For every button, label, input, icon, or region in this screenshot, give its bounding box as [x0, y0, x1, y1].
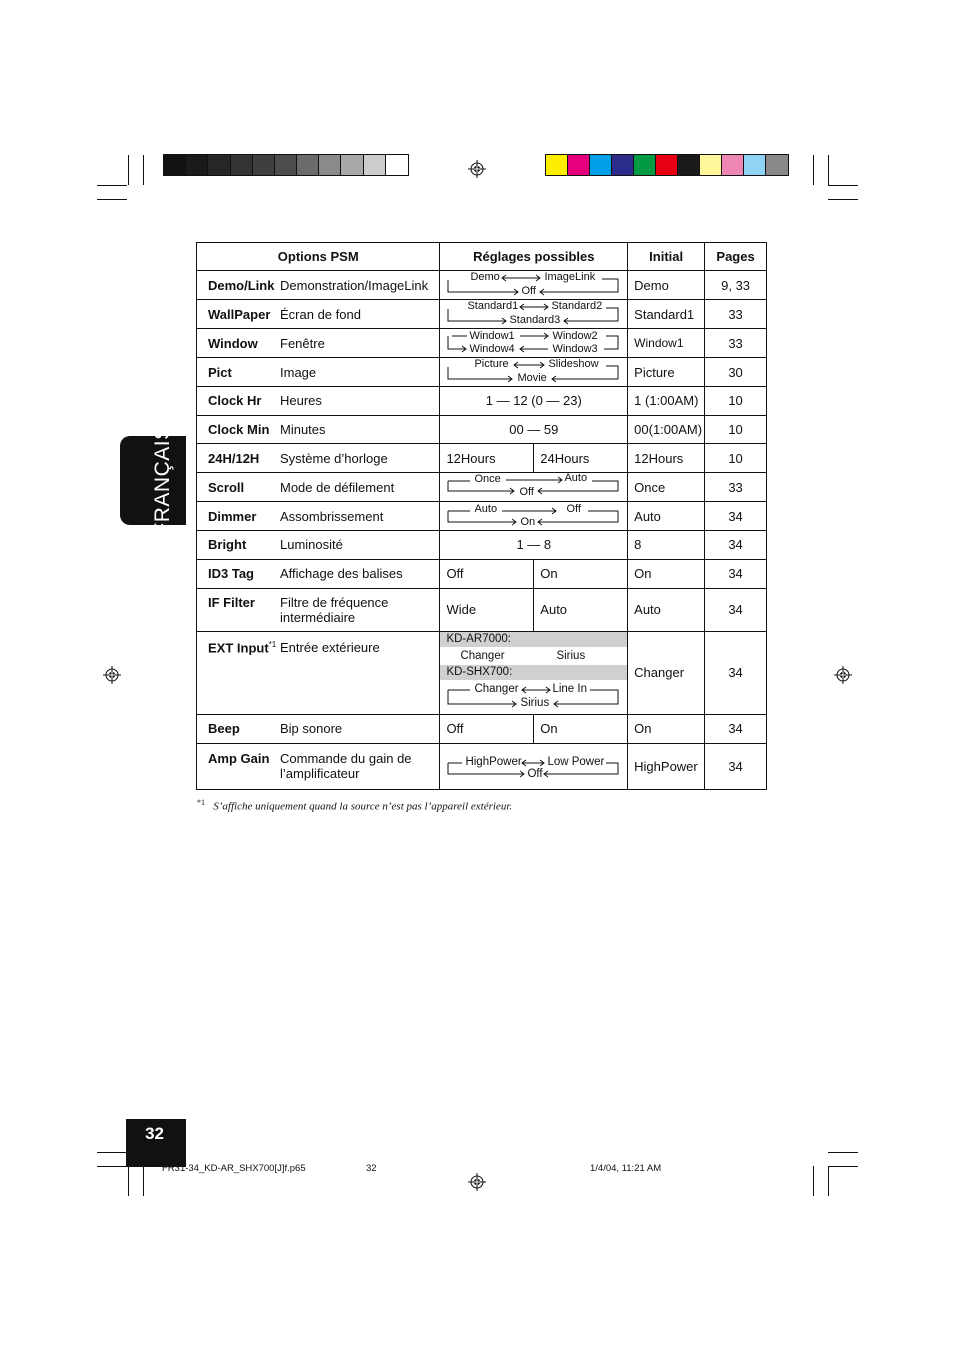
- color-swatch: [766, 155, 788, 175]
- grayscale-swatch: [208, 155, 230, 175]
- color-swatch: [612, 155, 634, 175]
- option-desc: Bip sonore: [280, 721, 343, 737]
- table-row: [197, 473, 767, 502]
- setting-left: Wide: [440, 589, 534, 631]
- grayscale-swatch: [319, 155, 341, 175]
- grayscale-swatch: [341, 155, 363, 175]
- crop-mark: [828, 185, 858, 186]
- footnote-mark: *1: [197, 798, 205, 807]
- setting-a: Demo: [470, 271, 500, 283]
- page-ref: 10: [705, 387, 767, 416]
- crop-mark: [143, 1166, 144, 1196]
- setting-b: Auto: [564, 472, 588, 485]
- crop-mark: [813, 1166, 814, 1196]
- cycle-diagram: [440, 751, 627, 781]
- setting-right: Auto: [540, 602, 568, 618]
- cycle-diagram: [440, 680, 627, 713]
- initial-value: Changer: [628, 631, 705, 714]
- page-number-box: [126, 1119, 186, 1167]
- setting-a: Standard1: [467, 300, 519, 312]
- setting-a: Window1: [469, 330, 515, 342]
- initial-value: On: [628, 559, 705, 588]
- page-ref: 34: [705, 502, 767, 531]
- option-desc: Assombrissement: [280, 508, 384, 524]
- option-desc: Image: [280, 364, 317, 380]
- option-desc: Commande du gain de l’amplificateur: [280, 751, 412, 782]
- header-options: Options PSM: [197, 243, 440, 271]
- option-desc: Système d’horloge: [280, 450, 388, 466]
- table-row: [197, 444, 767, 473]
- grayscale-swatch: [297, 155, 319, 175]
- option-desc: Entrée extérieure: [280, 639, 380, 655]
- crop-mark: [828, 1166, 829, 1196]
- option-desc: Écran de fond: [280, 306, 361, 322]
- crop-mark: [128, 155, 129, 185]
- option-name: Pict: [208, 364, 232, 380]
- option-desc: Filtre de fréquence intermédiaire: [280, 594, 389, 625]
- registration-target-icon: [103, 666, 121, 684]
- initial-value: Auto: [628, 588, 705, 631]
- initial-value: Auto: [628, 502, 705, 531]
- color-swatch: [568, 155, 590, 175]
- color-swatch: [546, 155, 568, 175]
- setting-right: 24Hours: [540, 450, 590, 466]
- header-initial: Initial: [628, 243, 705, 271]
- crop-mark: [828, 1152, 858, 1153]
- setting-range: 1 — 8: [440, 531, 628, 560]
- grayscale-swatch: [253, 155, 275, 175]
- crop-mark: [828, 155, 829, 185]
- model-label: KD-AR7000:: [440, 632, 627, 647]
- table-row: [197, 531, 767, 560]
- setting-range: 1 — 12 (0 — 23): [440, 387, 628, 416]
- page-ref: 10: [705, 415, 767, 444]
- crop-mark: [828, 199, 858, 200]
- setting-right: On: [540, 721, 558, 737]
- setting-b: Low Power: [547, 756, 605, 769]
- setting-b: Sirius: [556, 649, 586, 662]
- color-swatch: [590, 155, 612, 175]
- setting-right: On: [540, 566, 558, 582]
- setting-c: Off: [521, 285, 536, 297]
- crop-mark: [813, 155, 814, 185]
- setting-a: Picture: [474, 358, 509, 370]
- table-row: [197, 387, 767, 416]
- setting-b: Standard2: [551, 300, 603, 312]
- initial-value: HighPower: [628, 743, 705, 789]
- table-header-row: [197, 243, 767, 271]
- table-row: [197, 714, 767, 743]
- option-name: Demo/Link: [208, 277, 275, 293]
- crop-mark: [143, 155, 144, 185]
- setting-a: Once: [474, 473, 501, 486]
- page-ref: 33: [705, 473, 767, 502]
- option-name: 24H/12H: [208, 450, 260, 466]
- table-row: [197, 300, 767, 329]
- color-bar: [545, 154, 789, 176]
- setting-c: Off: [519, 486, 534, 499]
- cycle-diagram: [440, 473, 627, 501]
- page-ref: 33: [705, 300, 767, 329]
- setting-a: Changer: [460, 649, 505, 662]
- setting-left: Off: [440, 715, 534, 743]
- option-name: ID3 Tag: [208, 566, 254, 582]
- page-number: 32: [145, 1124, 164, 1143]
- setting-c: Sirius: [520, 696, 550, 709]
- table-row: [197, 271, 767, 300]
- option-desc: Luminosité: [280, 537, 343, 553]
- language-tab-label: FRANÇAIS: [151, 425, 174, 536]
- table-row: [197, 631, 767, 714]
- option-name: Amp Gain: [208, 751, 270, 767]
- setting-b: Window2: [552, 330, 598, 342]
- initial-value: 1 (1:00AM): [628, 387, 705, 416]
- crop-mark: [128, 1166, 129, 1196]
- page-ref: 10: [705, 444, 767, 473]
- option-name: Dimmer: [208, 508, 257, 524]
- page-ref: 34: [705, 559, 767, 588]
- grayscale-bar: [163, 154, 409, 176]
- option-desc: Minutes: [280, 421, 326, 437]
- crop-mark: [97, 1166, 127, 1167]
- registration-target-icon: [834, 666, 852, 684]
- grayscale-swatch: [231, 155, 253, 175]
- color-swatch: [744, 155, 766, 175]
- option-name: IF Filter: [208, 594, 255, 610]
- setting-a: Auto: [474, 503, 498, 516]
- option-name: Clock Hr: [208, 393, 262, 409]
- crop-mark: [828, 1166, 858, 1167]
- setting-b: Slideshow: [548, 358, 599, 370]
- initial-value: On: [628, 714, 705, 743]
- option-desc: Fenêtre: [280, 335, 325, 351]
- option-name: Bright: [208, 537, 247, 553]
- initial-value: 00(1:00AM): [628, 415, 705, 444]
- page-ref: 34: [705, 531, 767, 560]
- table-row: [197, 559, 767, 588]
- setting-c: Movie: [517, 372, 547, 384]
- initial-value: 12Hours: [628, 444, 705, 473]
- grayscale-swatch: [186, 155, 208, 175]
- table-row: [197, 329, 767, 358]
- setting-c: On: [520, 516, 536, 529]
- cycle-diagram: [440, 329, 627, 357]
- option-name: Window: [208, 335, 258, 351]
- option-name: Scroll: [208, 479, 245, 495]
- table-row: [197, 415, 767, 444]
- footer-page: 32: [366, 1163, 377, 1174]
- page-ref: 30: [705, 358, 767, 387]
- page-ref: 34: [705, 743, 767, 789]
- footer-file: FR31-34_KD-AR_SHX700[J]f.p65: [162, 1163, 306, 1174]
- cycle-diagram: [440, 300, 627, 328]
- footnote: [197, 798, 512, 813]
- setting-b: ImageLink: [544, 271, 596, 283]
- initial-value: Window1: [628, 329, 705, 358]
- page-ref: 34: [705, 631, 767, 714]
- setting-b: Off: [566, 503, 581, 516]
- grayscale-swatch: [386, 155, 408, 175]
- setting-c: Window4: [469, 343, 515, 355]
- psm-options-table: [196, 242, 767, 790]
- header-pages: Pages: [705, 243, 767, 271]
- color-swatch: [634, 155, 656, 175]
- grayscale-swatch: [364, 155, 386, 175]
- option-name: EXT Input: [208, 640, 269, 656]
- setting-a: Changer: [474, 682, 519, 695]
- table-row: [197, 743, 767, 789]
- grayscale-swatch: [164, 155, 186, 175]
- footnote-text: S’affiche uniquement quand la source n’est pas l’appareil extérieur.: [213, 800, 513, 813]
- initial-value: Once: [628, 473, 705, 502]
- header-settings: Réglages possibles: [440, 243, 628, 271]
- option-desc: Heures: [280, 393, 322, 409]
- table-row: [197, 588, 767, 631]
- option-desc: Mode de défilement: [280, 479, 395, 495]
- option-desc: Affichage des balises: [280, 566, 403, 582]
- option-name: Clock Min: [208, 421, 270, 437]
- registration-target-icon: [468, 1173, 486, 1191]
- cycle-arrows-icon: [440, 473, 628, 501]
- setting-c: Off: [527, 768, 543, 781]
- registration-target-icon: [468, 160, 486, 178]
- page-ref: 9, 33: [705, 271, 767, 300]
- footer-date: 1/4/04, 11:21 AM: [590, 1163, 662, 1174]
- initial-value: Demo: [628, 271, 705, 300]
- color-swatch: [656, 155, 678, 175]
- setting-d: Window3: [552, 343, 598, 355]
- setting-a: HighPower: [465, 756, 522, 769]
- page-ref: 34: [705, 588, 767, 631]
- color-swatch: [722, 155, 744, 175]
- initial-value: 8: [628, 531, 705, 560]
- model-label: KD-SHX700:: [440, 665, 627, 680]
- cycle-diagram: [440, 502, 627, 530]
- setting-b: Line In: [552, 682, 587, 695]
- option-name: WallPaper: [208, 306, 271, 322]
- setting-c: Standard3: [509, 314, 561, 326]
- page-ref: 33: [705, 329, 767, 358]
- setting-left: 12Hours: [440, 444, 534, 472]
- grayscale-swatch: [275, 155, 297, 175]
- table-row: [197, 358, 767, 387]
- option-name: Beep: [208, 721, 240, 737]
- setting-range: 00 — 59: [440, 415, 628, 444]
- setting-left: Off: [440, 560, 534, 588]
- page-ref: 34: [705, 714, 767, 743]
- initial-value: Standard1: [628, 300, 705, 329]
- cycle-diagram: [440, 358, 627, 386]
- cycle-diagram: [440, 271, 627, 299]
- table-row: [197, 502, 767, 531]
- crop-mark: [97, 185, 127, 186]
- color-swatch: [678, 155, 700, 175]
- crop-mark: [97, 1152, 127, 1153]
- crop-mark: [97, 199, 127, 200]
- initial-value: Picture: [628, 358, 705, 387]
- footnote-ref: *1: [268, 639, 277, 649]
- option-desc: Demonstration/ImageLink: [280, 277, 429, 293]
- color-swatch: [700, 155, 722, 175]
- language-tab: [120, 425, 186, 536]
